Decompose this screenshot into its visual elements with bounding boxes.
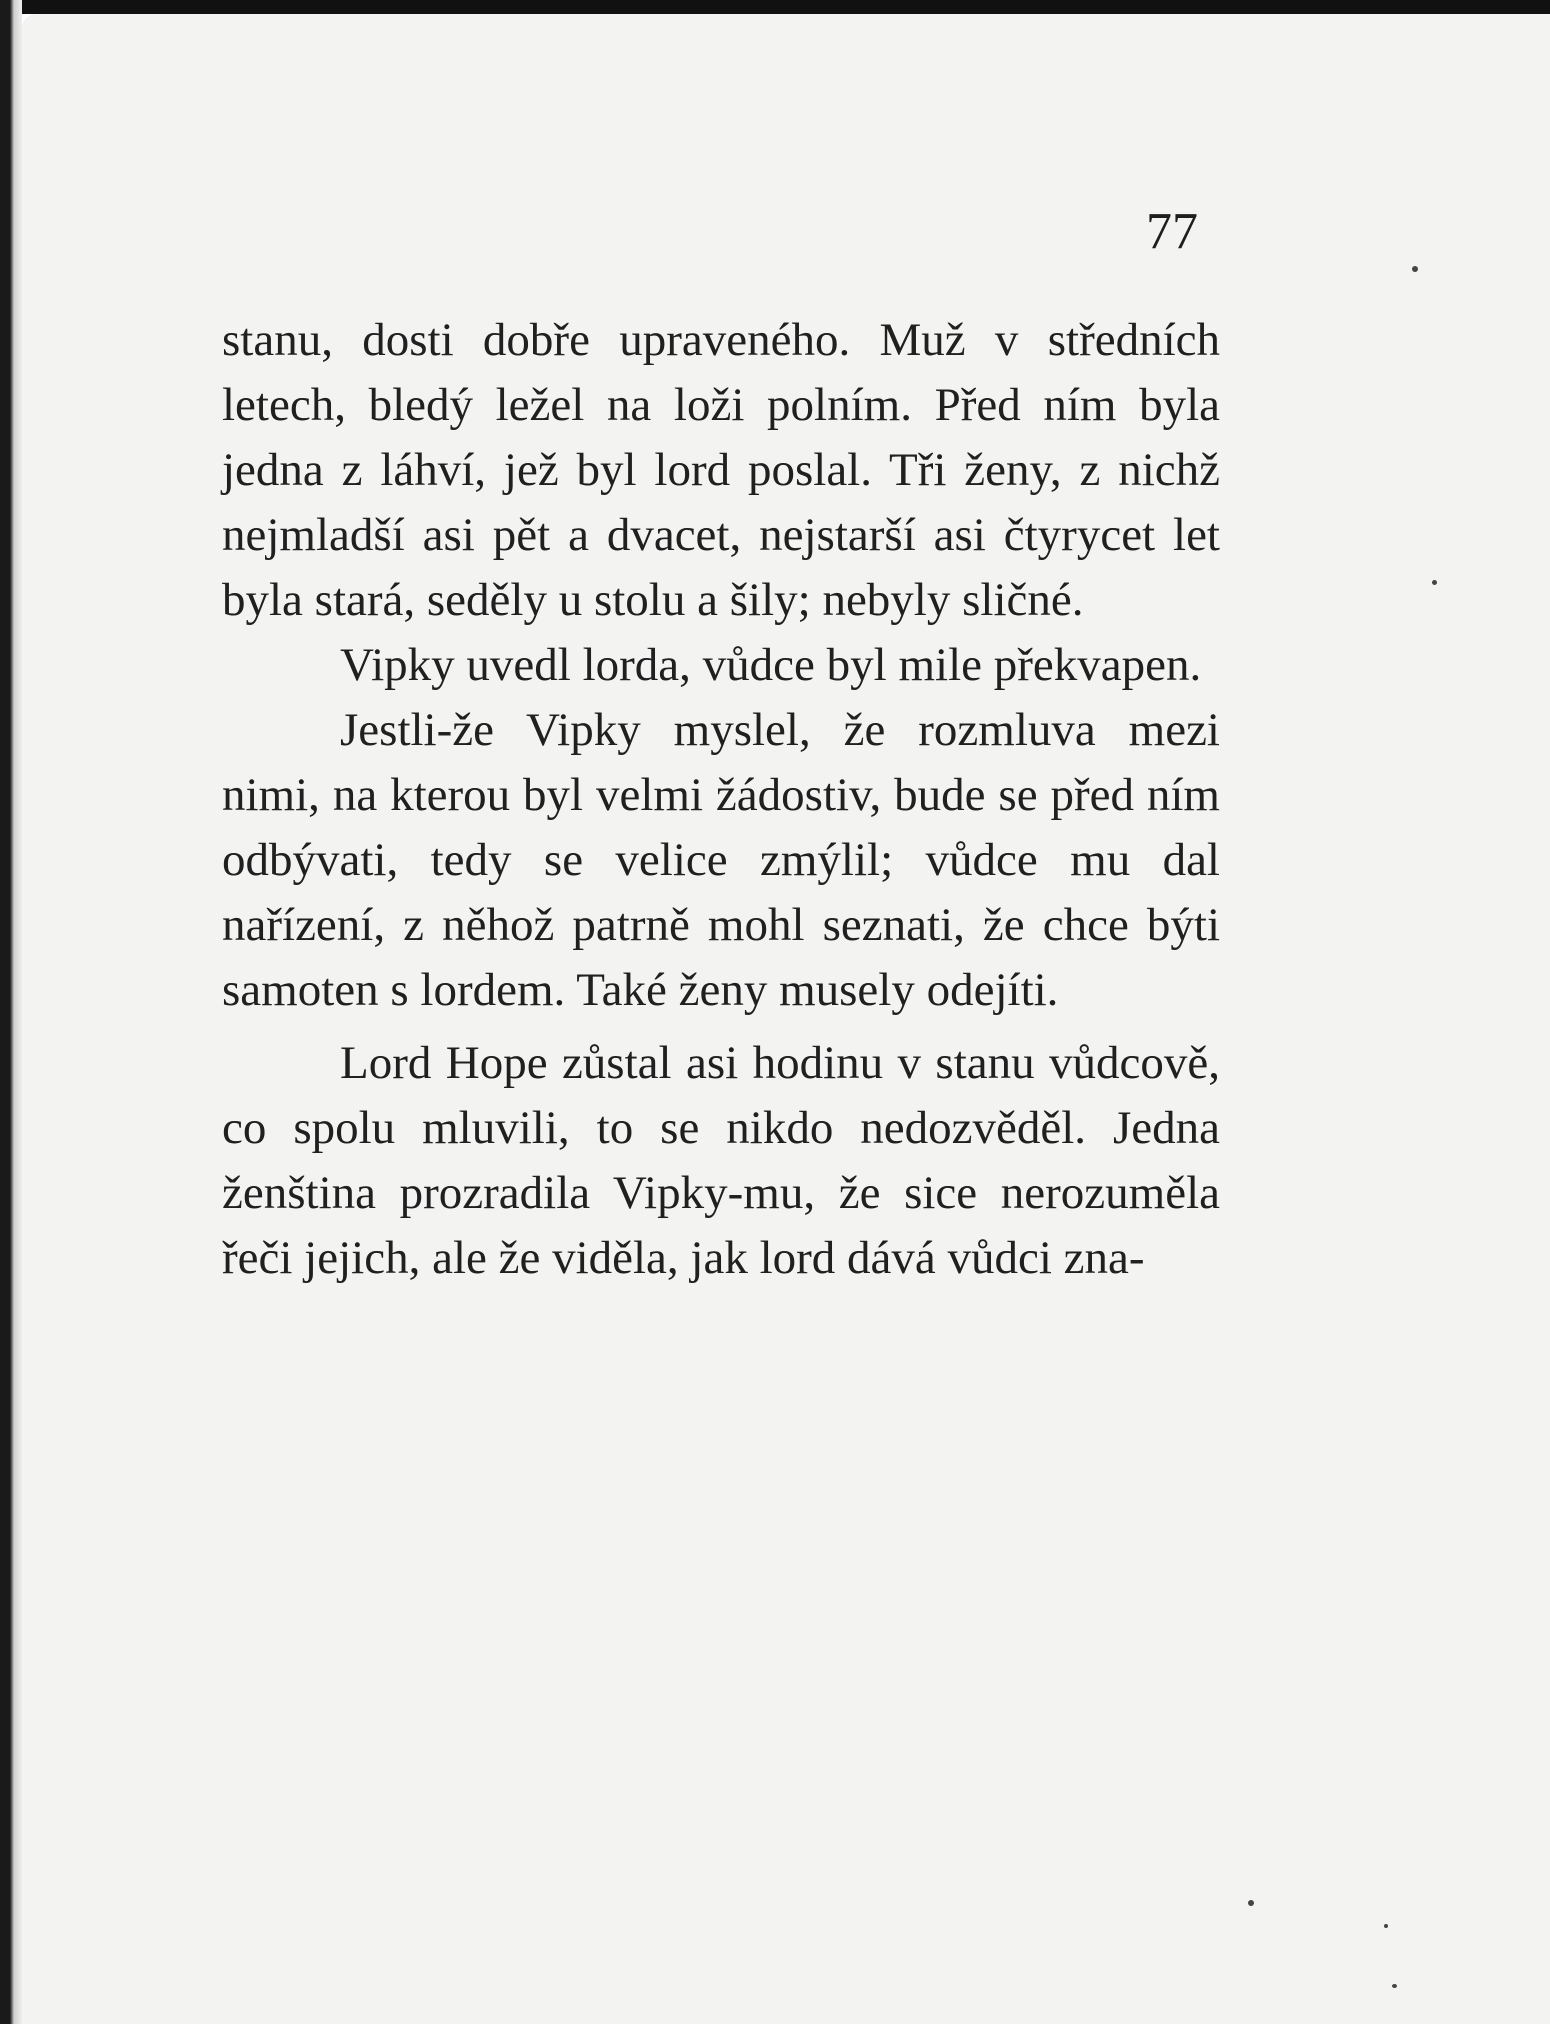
- paragraph-3: Jestli-že Vipky myslel, že rozmluva mezi nimi, na kterou byl velmi žádostiv, bude se před ním odbývati, tedy se velice zmýlil; vůdce mu dal nařízení, z něhož patrně mohl seznati, že chce býti samoten s lordem. Také ženy musely odejíti.: [222, 704, 1220, 1016]
- paragraph-2: Vipky uvedl lorda, vůdce byl mile překvapen.: [340, 639, 1202, 691]
- paragraph-1: stanu, dosti dobře upraveného. Muž v středních letech, bledý ležel na loži polním. Před ním byla jedna z láhví, jež byl lord poslal. Tři ženy, z nichž nejmladší asi pět a dvacet, nejstarší asi čtyrycet let byla stará, seděly u stolu a šily; nebyly sličné.: [222, 314, 1220, 626]
- speck: [1248, 1900, 1254, 1906]
- speck: [1412, 266, 1418, 272]
- page-number: 77: [1146, 203, 1198, 260]
- paragraph-4: Lord Hope zůstal asi hodinu v stanu vůdcově, co spolu mluvili, to se nikdo nedozvěděl. Jedna ženština prozradila Vipky-mu, že sice nerozuměla řeči jejich, ale že viděla, jak lord dává vůdci zna-: [222, 1037, 1220, 1284]
- speck: [1384, 1924, 1388, 1928]
- book-page: [22, 14, 1550, 2024]
- speck: [1392, 1984, 1397, 1988]
- scan-top-border: [0, 0, 1550, 14]
- speck: [1432, 580, 1437, 585]
- scan-left-border: [0, 0, 22, 2024]
- body-text: [222, 308, 1220, 1291]
